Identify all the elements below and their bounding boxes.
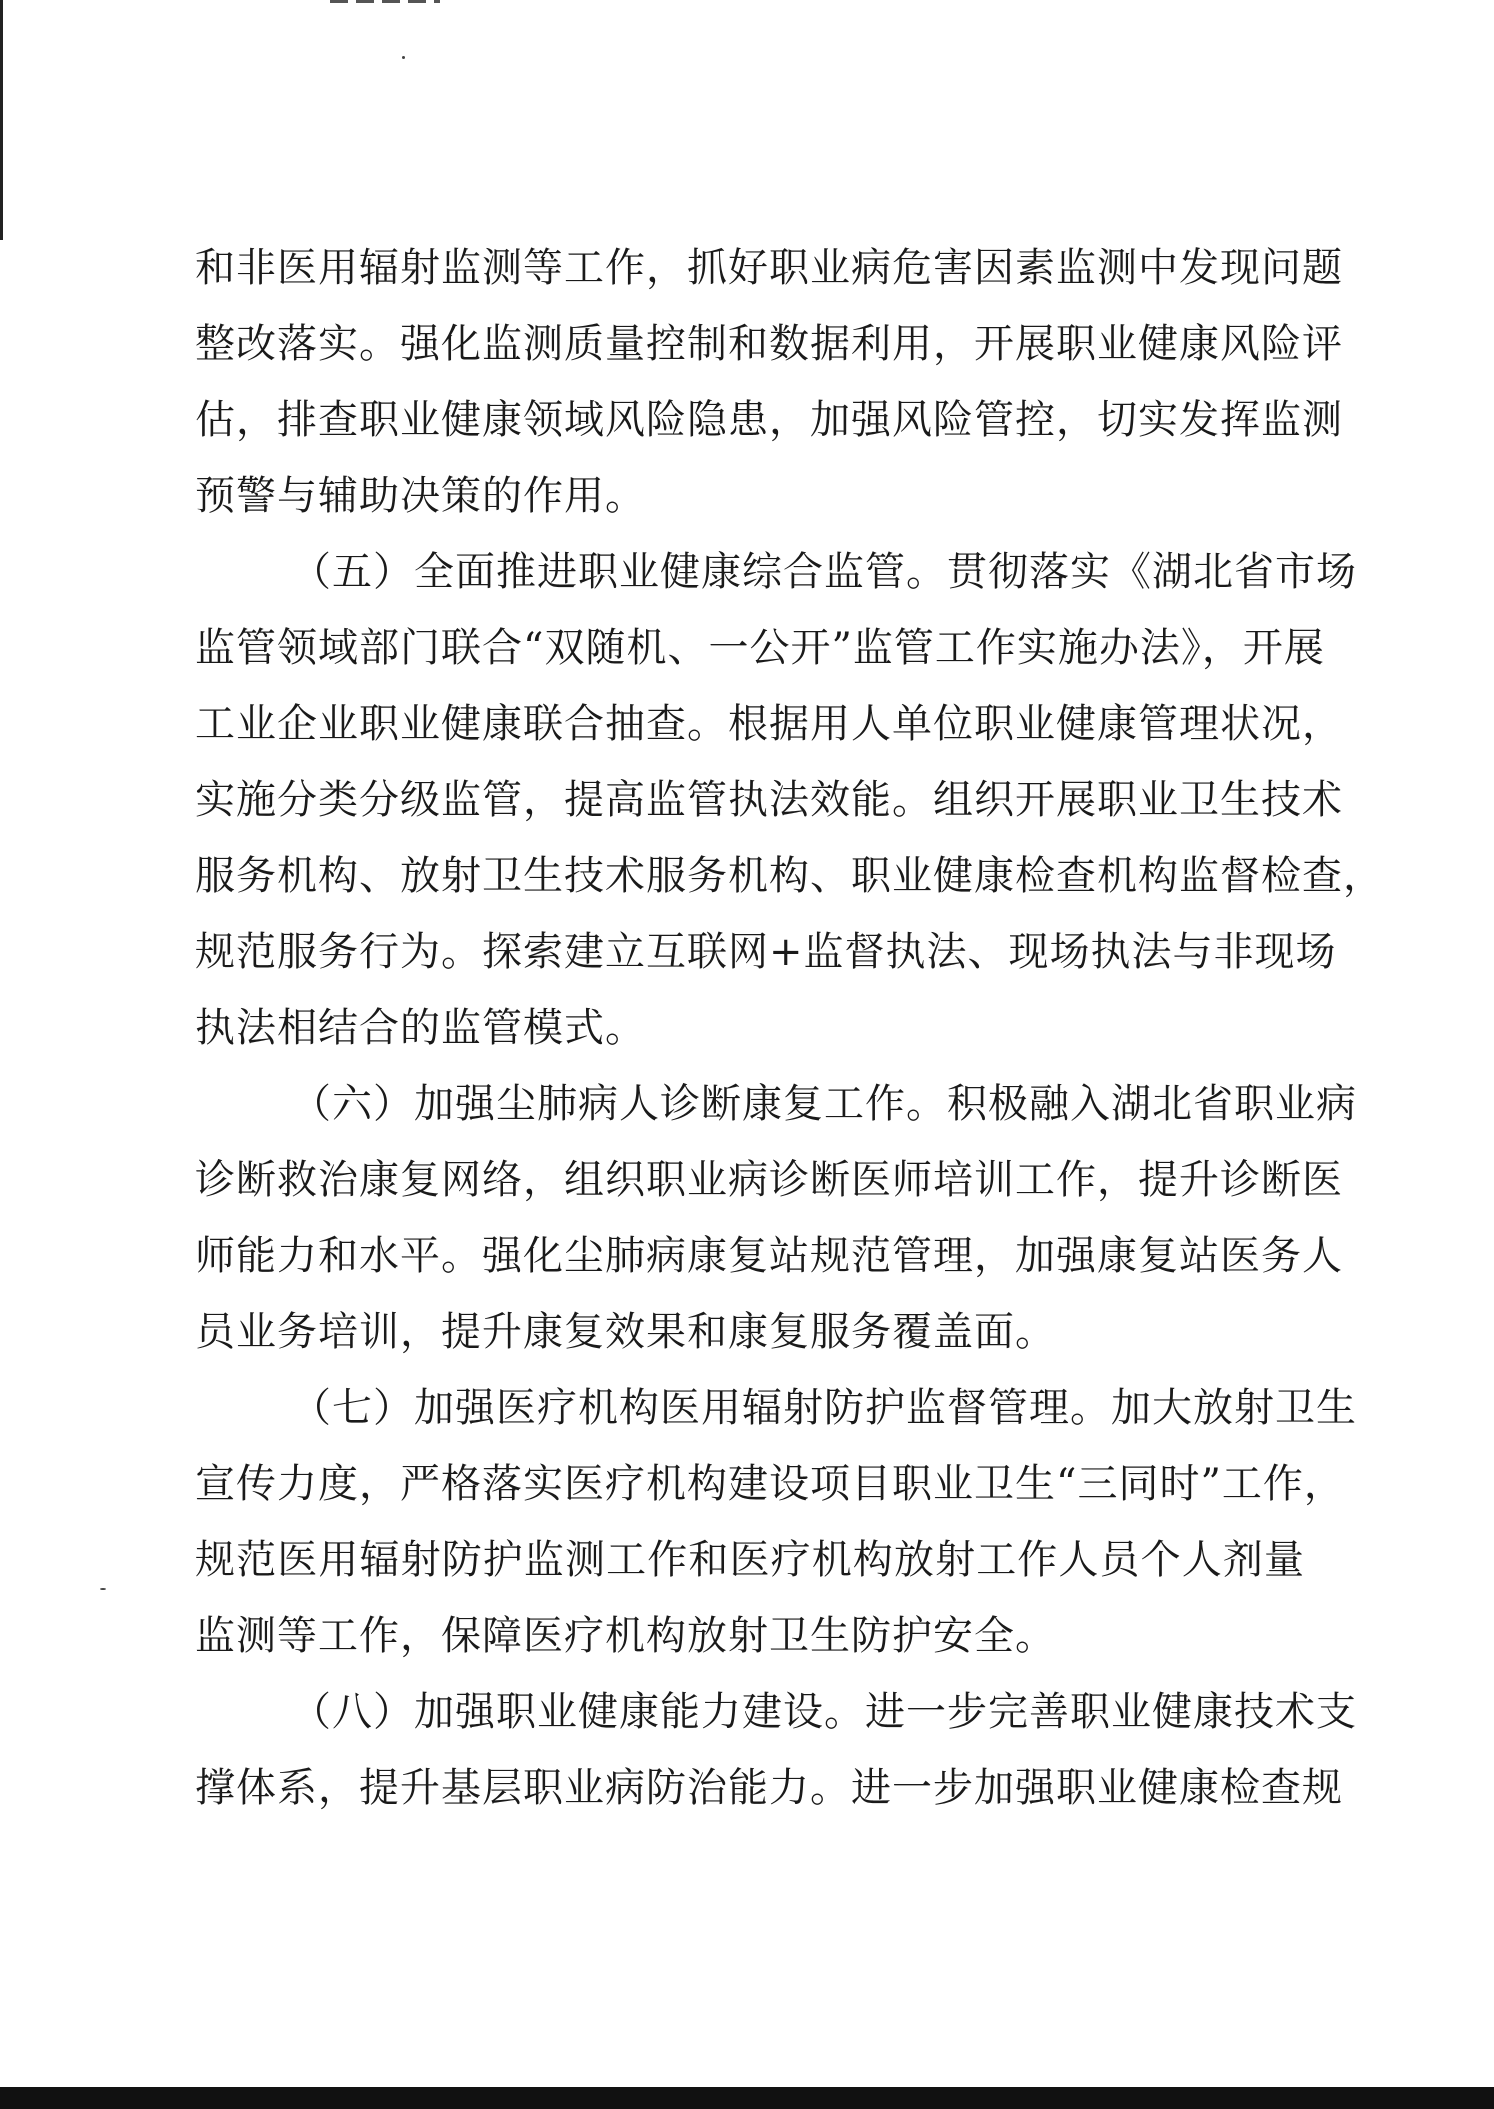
text-line: 监管领域部门联合“双随机、一公开”监管工作实施办法》，开展	[195, 625, 1325, 671]
text-line: 规范医用辐射防护监测工作和医疗机构放射工作人员个人剂量	[195, 1537, 1305, 1583]
text-line: 整改落实。强化监测质量控制和数据利用，开展职业健康风险评	[195, 321, 1343, 367]
paragraph-section-7	[195, 1370, 1357, 1674]
text-line: 撑体系，提升基层职业病防治能力。进一步加强职业健康检查规	[195, 1765, 1343, 1811]
section-heading-line: （五）全面推进职业健康综合监管。贯彻落实《湖北省市场	[291, 549, 1357, 595]
text-line: 和非医用辐射监测等工作，抓好职业病危害因素监测中发现问题	[195, 245, 1343, 291]
text-line: 诊断救治康复网络，组织职业病诊断医师培训工作，提升诊断医	[195, 1157, 1343, 1203]
text-line: 服务机构、放射卫生技术服务机构、职业健康检查机构监督检查，	[195, 853, 1384, 899]
text-line: 预警与辅助决策的作用。	[195, 473, 646, 519]
text-line: 工业企业职业健康联合抽查。根据用人单位职业健康管理状况，	[195, 701, 1343, 747]
text-line: 实施分类分级监管，提高监管执法效能。组织开展职业卫生技术	[195, 777, 1343, 823]
text-line: 师能力和水平。强化尘肺病康复站规范管理，加强康复站医务人	[195, 1233, 1343, 1279]
section-heading-line: （八）加强职业健康能力建设。进一步完善职业健康技术支	[291, 1689, 1357, 1735]
scan-speck	[100, 1588, 106, 1590]
paragraph	[195, 230, 1343, 534]
scan-edge-left	[0, 0, 3, 240]
section-heading-line: （六）加强尘肺病人诊断康复工作。积极融入湖北省职业病	[291, 1081, 1357, 1127]
document-body	[195, 230, 1384, 1826]
text-line: 监测等工作，保障医疗机构放射卫生防护安全。	[195, 1613, 1056, 1659]
section-heading-line: （七）加强医疗机构医用辐射防护监督管理。加大放射卫生	[291, 1385, 1357, 1431]
text-line: 宣传力度，严格落实医疗机构建设项目职业卫生“三同时”工作，	[195, 1461, 1345, 1507]
text-line: 规范服务行为。探索建立互联网+监督执法、现场执法与非现场	[195, 929, 1337, 975]
scan-edge-bottom	[0, 2087, 1494, 2109]
scan-marks-top	[330, 0, 440, 3]
text-line: 员业务培训，提升康复效果和康复服务覆盖面。	[195, 1309, 1056, 1355]
paragraph-section-6	[195, 1066, 1357, 1370]
text-line: 执法相结合的监管模式。	[195, 1005, 646, 1051]
paragraph-section-5	[195, 534, 1384, 1066]
scan-speck	[402, 56, 405, 59]
paragraph-section-8	[195, 1674, 1357, 1826]
text-line: 估，排查职业健康领域风险隐患，加强风险管控，切实发挥监测	[195, 397, 1343, 443]
